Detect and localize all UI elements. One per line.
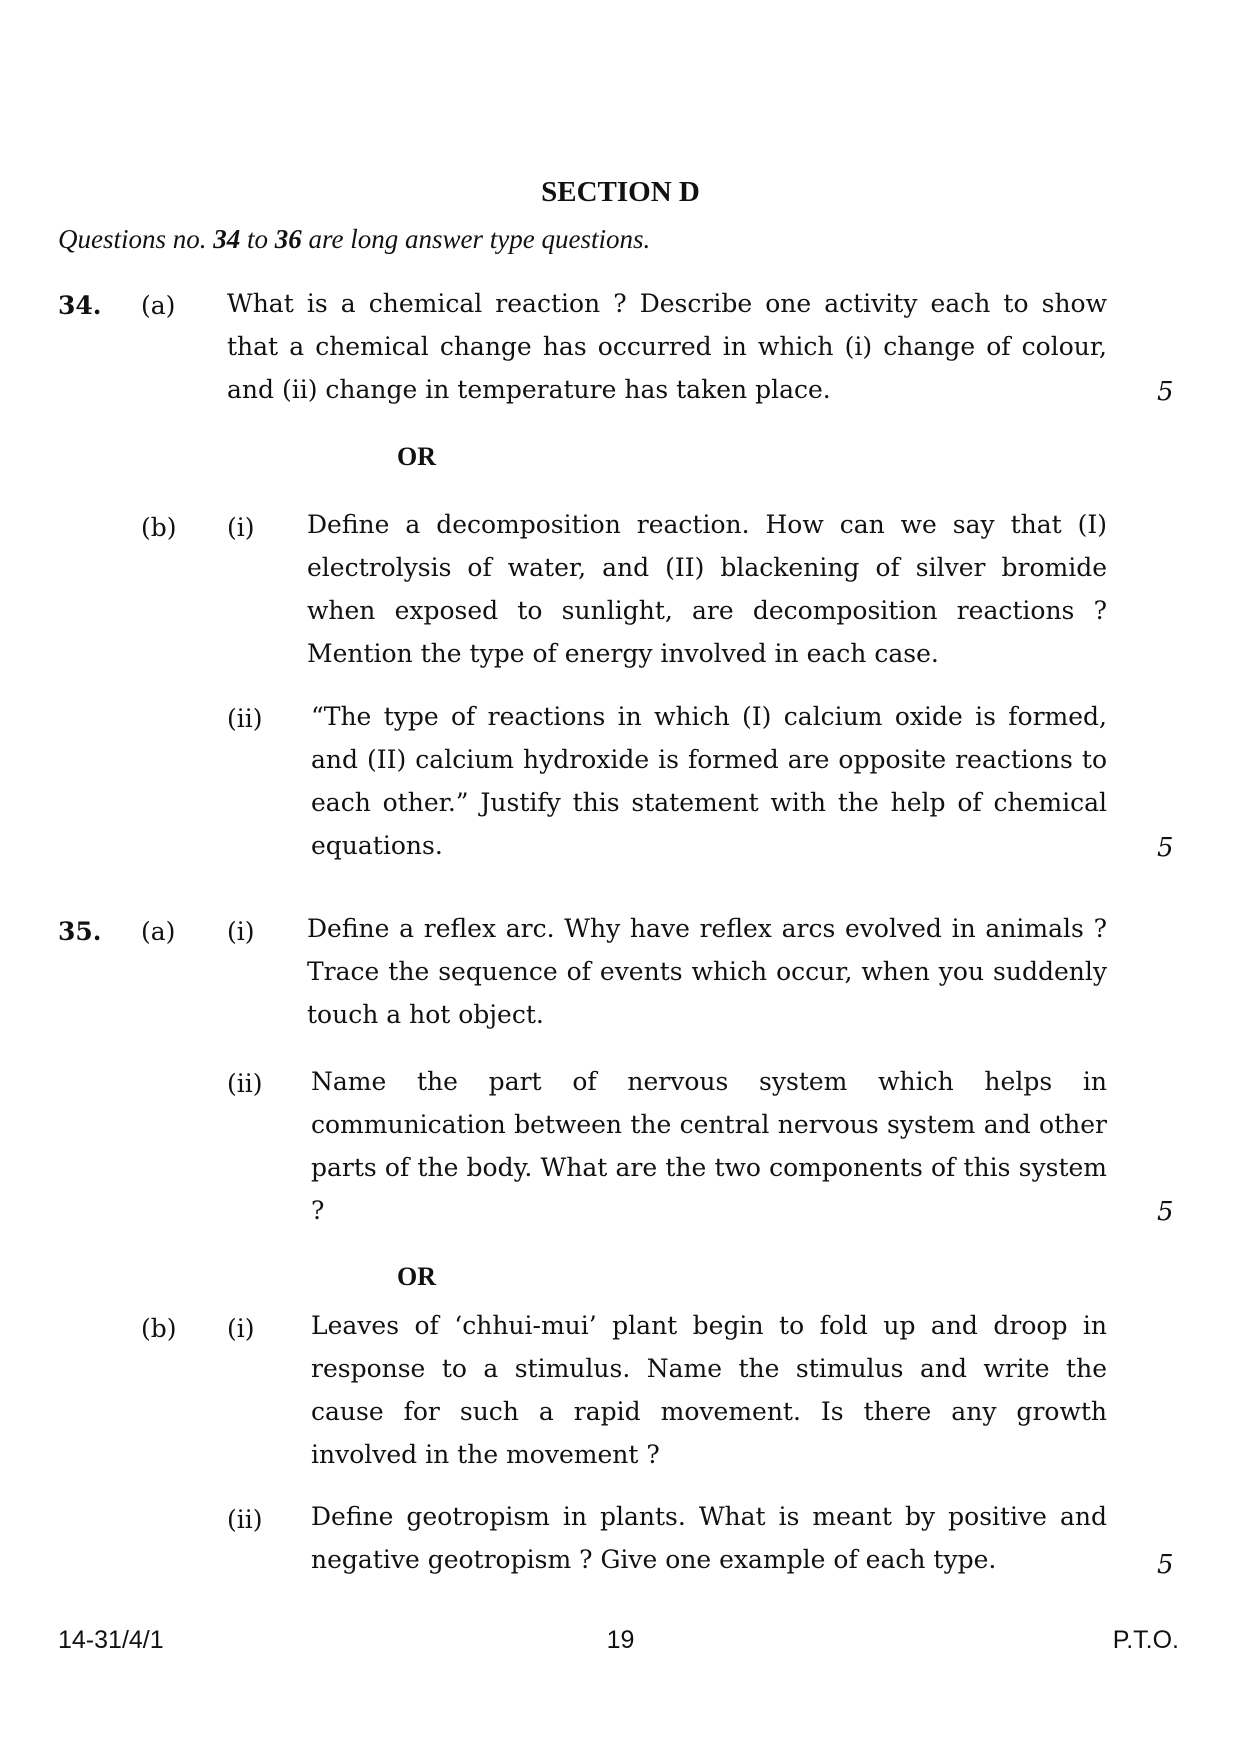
q35-b-label: (b) (141, 1314, 177, 1343)
question-35-number: 35. (58, 917, 102, 946)
q35-a-marks: 5 (1157, 1197, 1174, 1227)
q34-or: OR (397, 442, 436, 471)
question-34-number: 34. (58, 291, 102, 320)
instructions-from: 34 (213, 224, 241, 254)
section-instructions (58, 224, 650, 255)
q35-a-ii-text: Name the part of nervous system which helps in communication between the central nervous system and other parts of the body. What are the two components of this system ? (311, 1067, 1107, 1225)
q34-a-text: What is a chemical reaction ? Describe one activity each to show that a chemical change has occurred in which (i) change of colour, and (ii) change in temperature has taken place. (227, 289, 1107, 404)
instructions-to: 36 (274, 224, 302, 254)
q34-b-i-text: Define a decomposition reaction. How can we say that (I) electrolysis of water, and (II) blackening of silver bromide when exposed to sunlight, are decomposition reactions ? Mention the type of energy involved in each case. (307, 510, 1107, 668)
q34-b-ii-text: “The type of reactions in which (I) calcium oxide is formed, and (II) calcium hydroxide is formed are opposite reactions to each other.” Justify this statement with the help of chemical equations. (311, 702, 1107, 860)
footer-page-number: 19 (606, 1626, 635, 1654)
q34-b-marks: 5 (1157, 833, 1174, 863)
instructions-prefix: Questions no. (58, 224, 214, 254)
q35-b-marks: 5 (1157, 1550, 1174, 1580)
q35-a-ii-label: (ii) (227, 1069, 263, 1098)
q35-b-ii-text: Define geotropism in plants. What is meant by positive and negative geotropism ? Give one example of each type. (311, 1502, 1107, 1574)
q34-a-marks: 5 (1157, 377, 1174, 407)
q35-a-i-label: (i) (227, 917, 255, 946)
footer-pto: P.T.O. (1112, 1626, 1179, 1654)
q34-b-ii-label: (ii) (227, 704, 263, 733)
q35-b-i-label: (i) (227, 1314, 255, 1343)
q35-or: OR (397, 1262, 436, 1291)
q34-b-i-label: (i) (227, 513, 255, 542)
q35-a-i-text: Define a reflex arc. Why have reflex arcs evolved in animals ? Trace the sequence of events which occur, when you suddenly touch a hot object. (307, 914, 1107, 1029)
q35-a-label: (a) (141, 917, 176, 946)
footer-paper-code: 14-31/4/1 (58, 1626, 164, 1654)
q35-b-i-text: Leaves of ‘chhui-mui’ plant begin to fold up and droop in response to a stimulus. Name the stimulus and write the cause for such a rapid movement. Is there any growth involved in the movement ? (311, 1311, 1107, 1469)
q35-b-ii-label: (ii) (227, 1505, 263, 1534)
q34-b-label: (b) (141, 513, 177, 542)
instructions-to-word: to (240, 224, 275, 254)
section-title: SECTION D (541, 176, 700, 208)
q34-a-label: (a) (141, 291, 176, 320)
instructions-suffix: are long answer type questions. (301, 224, 651, 254)
